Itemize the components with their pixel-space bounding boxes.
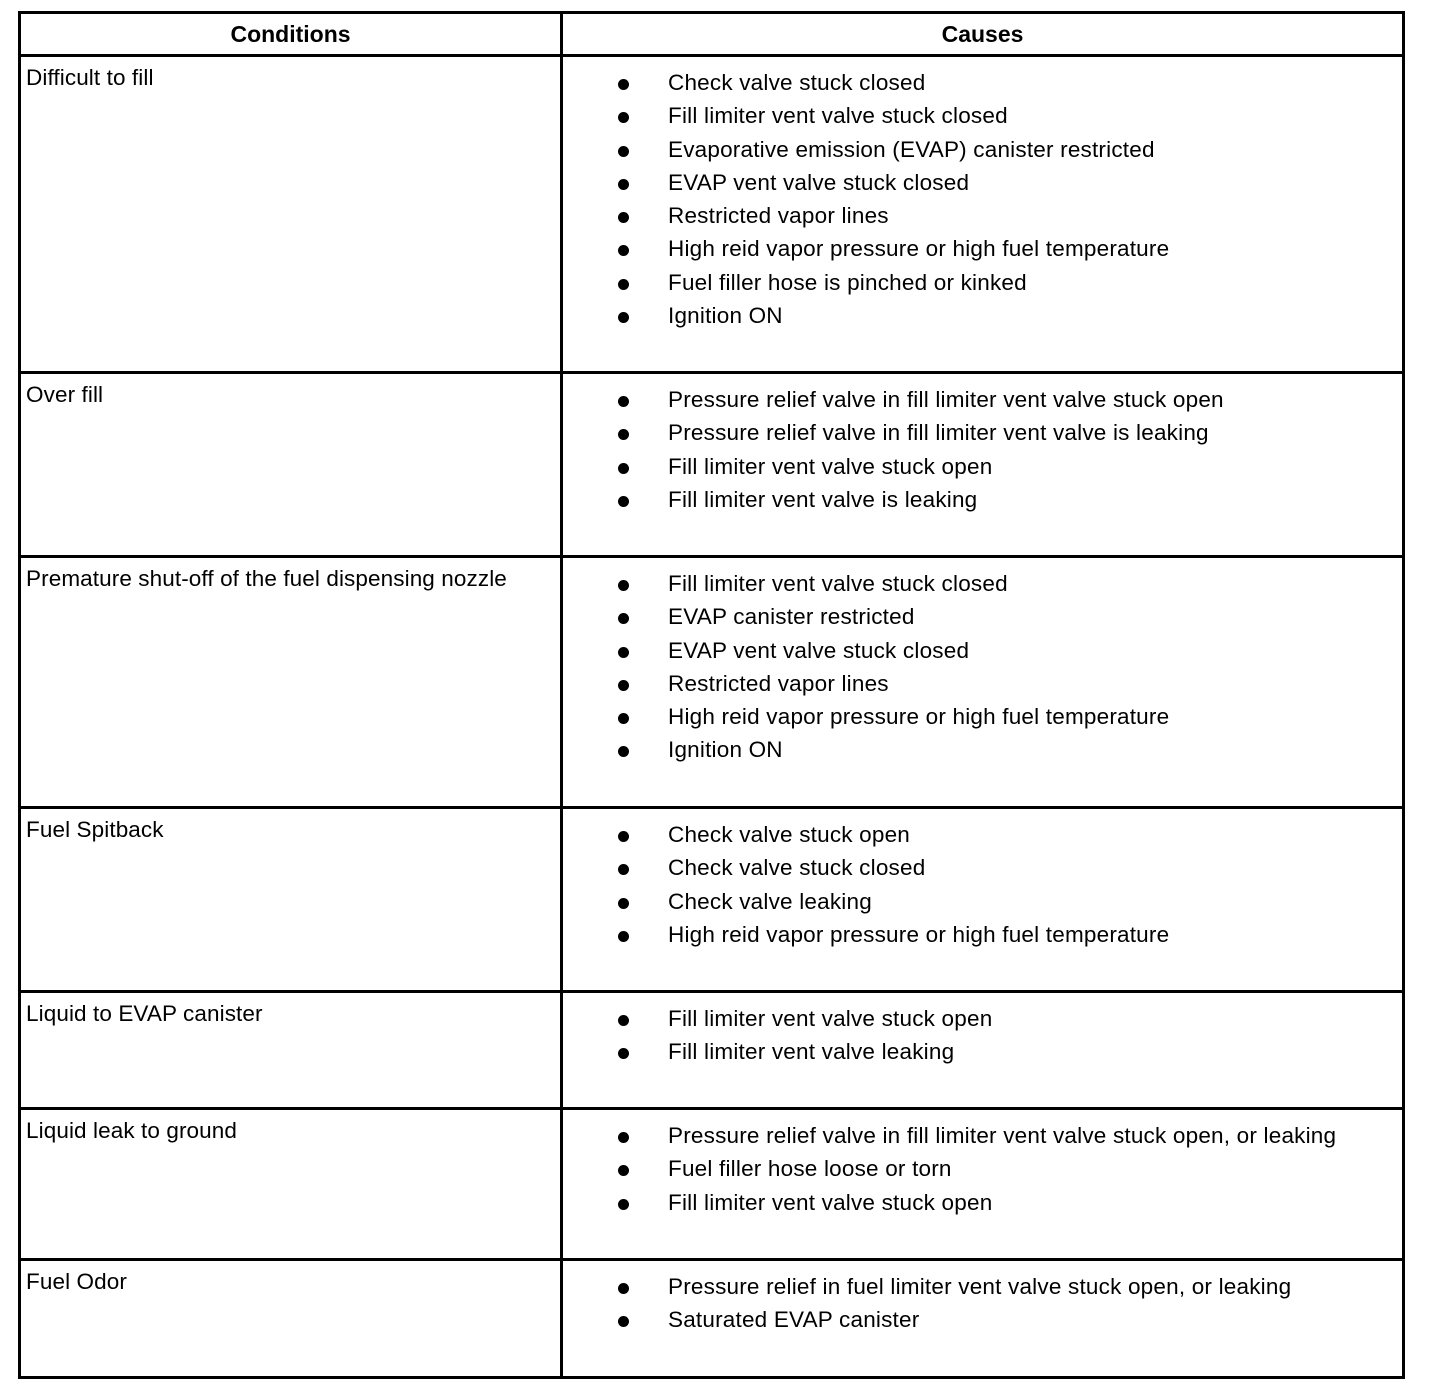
cause-item: Fill limiter vent valve leaking [563,1036,1402,1069]
cause-item: Check valve leaking [563,886,1402,919]
cause-item: Restricted vapor lines [563,668,1402,701]
cause-list [563,819,1402,952]
cause-item: EVAP canister restricted [563,601,1402,634]
cause-item: Check valve stuck closed [563,67,1402,100]
causes-cell [562,1109,1404,1260]
cause-list [563,1003,1402,1070]
causes-cell [562,992,1404,1109]
causes-cell [562,557,1404,808]
cause-item: Pressure relief valve in fill limiter vent valve stuck open, or leaking [563,1120,1402,1153]
cause-item: High reid vapor pressure or high fuel temperature [563,701,1402,734]
cause-list [563,1271,1402,1338]
table-row [20,56,1404,373]
header-row [20,13,1404,56]
cause-list [563,384,1402,517]
cause-item: Fuel filler hose loose or torn [563,1153,1402,1186]
cause-item: Pressure relief valve in fill limiter vent valve is leaking [563,417,1402,450]
cause-list [563,67,1402,333]
condition-cell: Premature shut-off of the fuel dispensing nozzle [20,557,562,808]
causes-cell [562,808,1404,992]
condition-cell: Over fill [20,373,562,557]
condition-cell: Fuel Spitback [20,808,562,992]
cause-item: Evaporative emission (EVAP) canister restricted [563,134,1402,167]
cause-item: Check valve stuck closed [563,852,1402,885]
cause-item: High reid vapor pressure or high fuel temperature [563,233,1402,266]
cause-item: Ignition ON [563,300,1402,333]
condition-cell: Difficult to fill [20,56,562,373]
table-body [20,56,1404,1378]
causes-cell [562,1260,1404,1378]
cause-item: Pressure relief valve in fill limiter vent valve stuck open [563,384,1402,417]
cause-item: Ignition ON [563,734,1402,767]
causes-cell [562,56,1404,373]
conditions-header: Conditions [20,13,562,56]
condition-cell: Liquid leak to ground [20,1109,562,1260]
cause-item: Fill limiter vent valve is leaking [563,484,1402,517]
cause-item: EVAP vent valve stuck closed [563,635,1402,668]
causes-cell [562,373,1404,557]
conditions-causes-table [18,11,1405,1379]
cause-item: High reid vapor pressure or high fuel temperature [563,919,1402,952]
table-row [20,373,1404,557]
cause-item: Fill limiter vent valve stuck open [563,1003,1402,1036]
cause-item: Fuel filler hose is pinched or kinked [563,267,1402,300]
table-row [20,992,1404,1109]
cause-item: Fill limiter vent valve stuck closed [563,568,1402,601]
cause-item: Pressure relief in fuel limiter vent valve stuck open, or leaking [563,1271,1402,1304]
cause-item: Fill limiter vent valve stuck open [563,451,1402,484]
cause-item: Check valve stuck open [563,819,1402,852]
cause-item: EVAP vent valve stuck closed [563,167,1402,200]
table-row [20,808,1404,992]
condition-cell: Liquid to EVAP canister [20,992,562,1109]
cause-list [563,1120,1402,1220]
condition-cell: Fuel Odor [20,1260,562,1378]
table-row [20,557,1404,808]
cause-item: Fill limiter vent valve stuck open [563,1187,1402,1220]
causes-header: Causes [562,13,1404,56]
cause-item: Fill limiter vent valve stuck closed [563,100,1402,133]
table-row [20,1260,1404,1378]
cause-item: Saturated EVAP canister [563,1304,1402,1337]
cause-list [563,568,1402,768]
table-row [20,1109,1404,1260]
cause-item: Restricted vapor lines [563,200,1402,233]
